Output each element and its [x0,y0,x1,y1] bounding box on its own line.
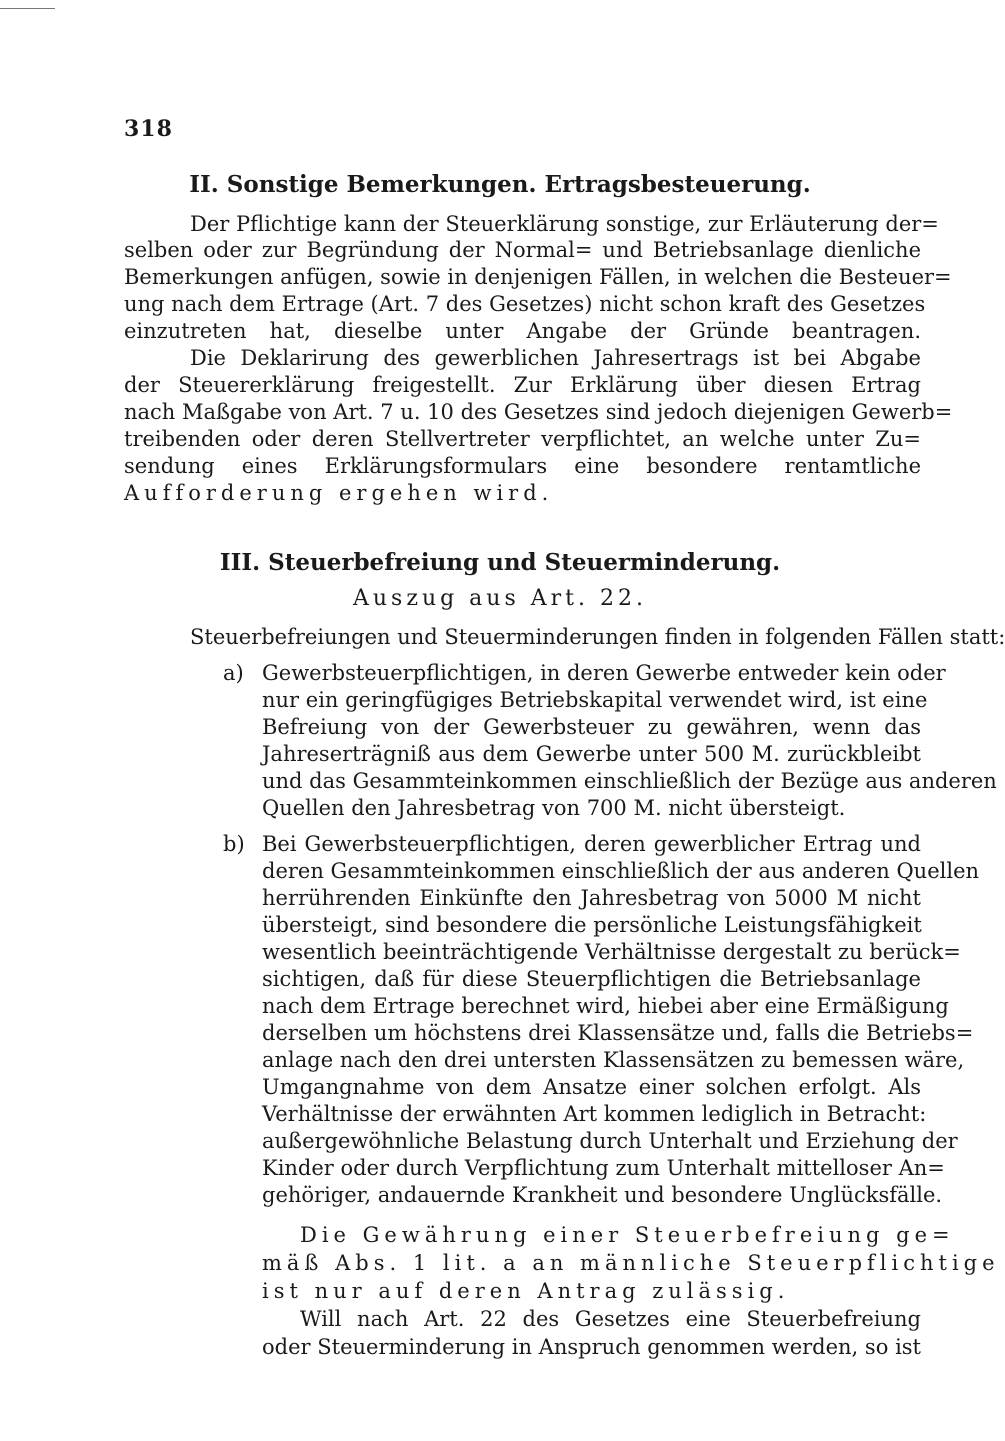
text-line: oder Steuerminderung in Anspruch genommen werden, so ist [262,1335,921,1359]
text-line: der Steuererklärung freigestellt. Zur Erklärung über diesen Ertrag [124,373,921,397]
text-line: Die Deklarirung des gewerblichen Jahresertrags ist bei Abgabe [190,346,921,370]
text-line: gehöriger, andauernde Krankheit und besondere Unglücksfälle. [262,1183,943,1207]
text-line: Quellen den Jahresbetrag von 700 M. nicht übersteigt. [262,796,846,820]
text-line: sendung eines Erklärungsformulars eine besondere rentamtliche [124,454,921,478]
text-line: herrührenden Einkünfte den Jahresbetrag von 5000 M nicht [262,886,921,910]
text-line: sichtigen, daß für diese Steuerpflichtigen die Betriebsanlage [262,967,921,991]
intro-line: Steuerbefreiungen und Steuerminderungen finden in folgenden Fällen statt: [190,625,1005,649]
text-line: treibenden oder deren Stellvertreter verpflichtet, an welche unter Zu= [124,427,921,451]
text-line: nach dem Ertrage berechnet wird, hiebei aber eine Ermäßigung [262,994,949,1018]
text-line: nach Maßgabe von Art. 7 u. 10 des Gesetzes sind jedoch diejenigen Gewerb= [124,400,953,424]
text-line: Der Pflichtige kann der Steuerklärung sonstige, zur Erläuterung der= [190,212,939,236]
text-line: deren Gesammteinkommen einschließlich der aus anderen Quellen [262,859,980,883]
text-line: übersteigt, sind besondere die persönliche Leistungsfähigkeit [262,913,922,937]
text-line: wesentlich beeinträchtigende Verhältnisse dergestalt zu berück= [262,940,961,964]
text-line: ung nach dem Ertrage (Art. 7 des Gesetzes) nicht schon kraft des Gesetzes [124,292,926,316]
text-line: Will nach Art. 22 des Gesetzes eine Steuerbefreiung [300,1307,921,1331]
text-line: Bei Gewerbsteuerpflichtigen, deren gewerblicher Ertrag und [262,832,921,856]
text-line: einzutreten hat, dieselbe unter Angabe der Gründe beantragen. [124,319,921,343]
text-line: Kinder oder durch Verpflichtung zum Unterhalt mittelloser An= [262,1156,945,1180]
text-line: Gewerbsteuerpflichtigen, in deren Gewerbe entweder kein oder [262,661,946,685]
section-3-heading: III. Steuerbefreiung und Steuerminderung. [219,549,781,576]
text-line: Verhältnisse der erwähnten Art kommen lediglich in Betracht: [262,1102,927,1126]
page-number: 318 [124,116,173,142]
text-line: Die Gewährung einer Steuerbefreiung ge= [300,1223,955,1247]
scan-edge-mark [0,8,55,9]
text-line: Befreiung von der Gewerbsteuer zu gewähren, wenn das [262,715,921,739]
section-2-heading: II. Sonstige Bemerkungen. Ertragsbesteuerung. [189,171,811,198]
text-line: Bemerkungen anfügen, sowie in denjenigen Fällen, in welchen die Besteuer= [124,265,952,289]
text-line: und das Gesammteinkommen einschließlich der Bezüge aus anderen [262,769,997,793]
list-label-a: a) [223,661,244,685]
text-line: Aufforderung ergehen wird. [124,481,554,505]
text-line: anlage nach den drei untersten Klassensätzen zu bemessen wäre, [262,1048,965,1072]
text-line: selben oder zur Begründung der Normal= und Betriebsanlage dienliche [124,238,921,262]
list-label-b: b) [223,832,245,856]
text-line: nur ein geringfügiges Betriebskapital verwendet wird, ist eine [262,688,928,712]
text-line: derselben um höchstens drei Klassensätze und, falls die Betriebs= [262,1021,974,1045]
section-3-subheading: Auszug aus Art. 22. [353,586,647,611]
text-line: mäß Abs. 1 lit. a an männliche Steuerpflichtige [262,1251,1000,1275]
text-line: ist nur auf deren Antrag zulässig. [262,1279,790,1303]
text-line: außergewöhnliche Belastung durch Unterhalt und Erziehung der [262,1129,958,1153]
text-line: Jahreserträgniß aus dem Gewerbe unter 500 M. zurückbleibt [262,742,921,766]
text-line: Umgangnahme von dem Ansatze einer solchen erfolgt. Als [262,1075,921,1099]
